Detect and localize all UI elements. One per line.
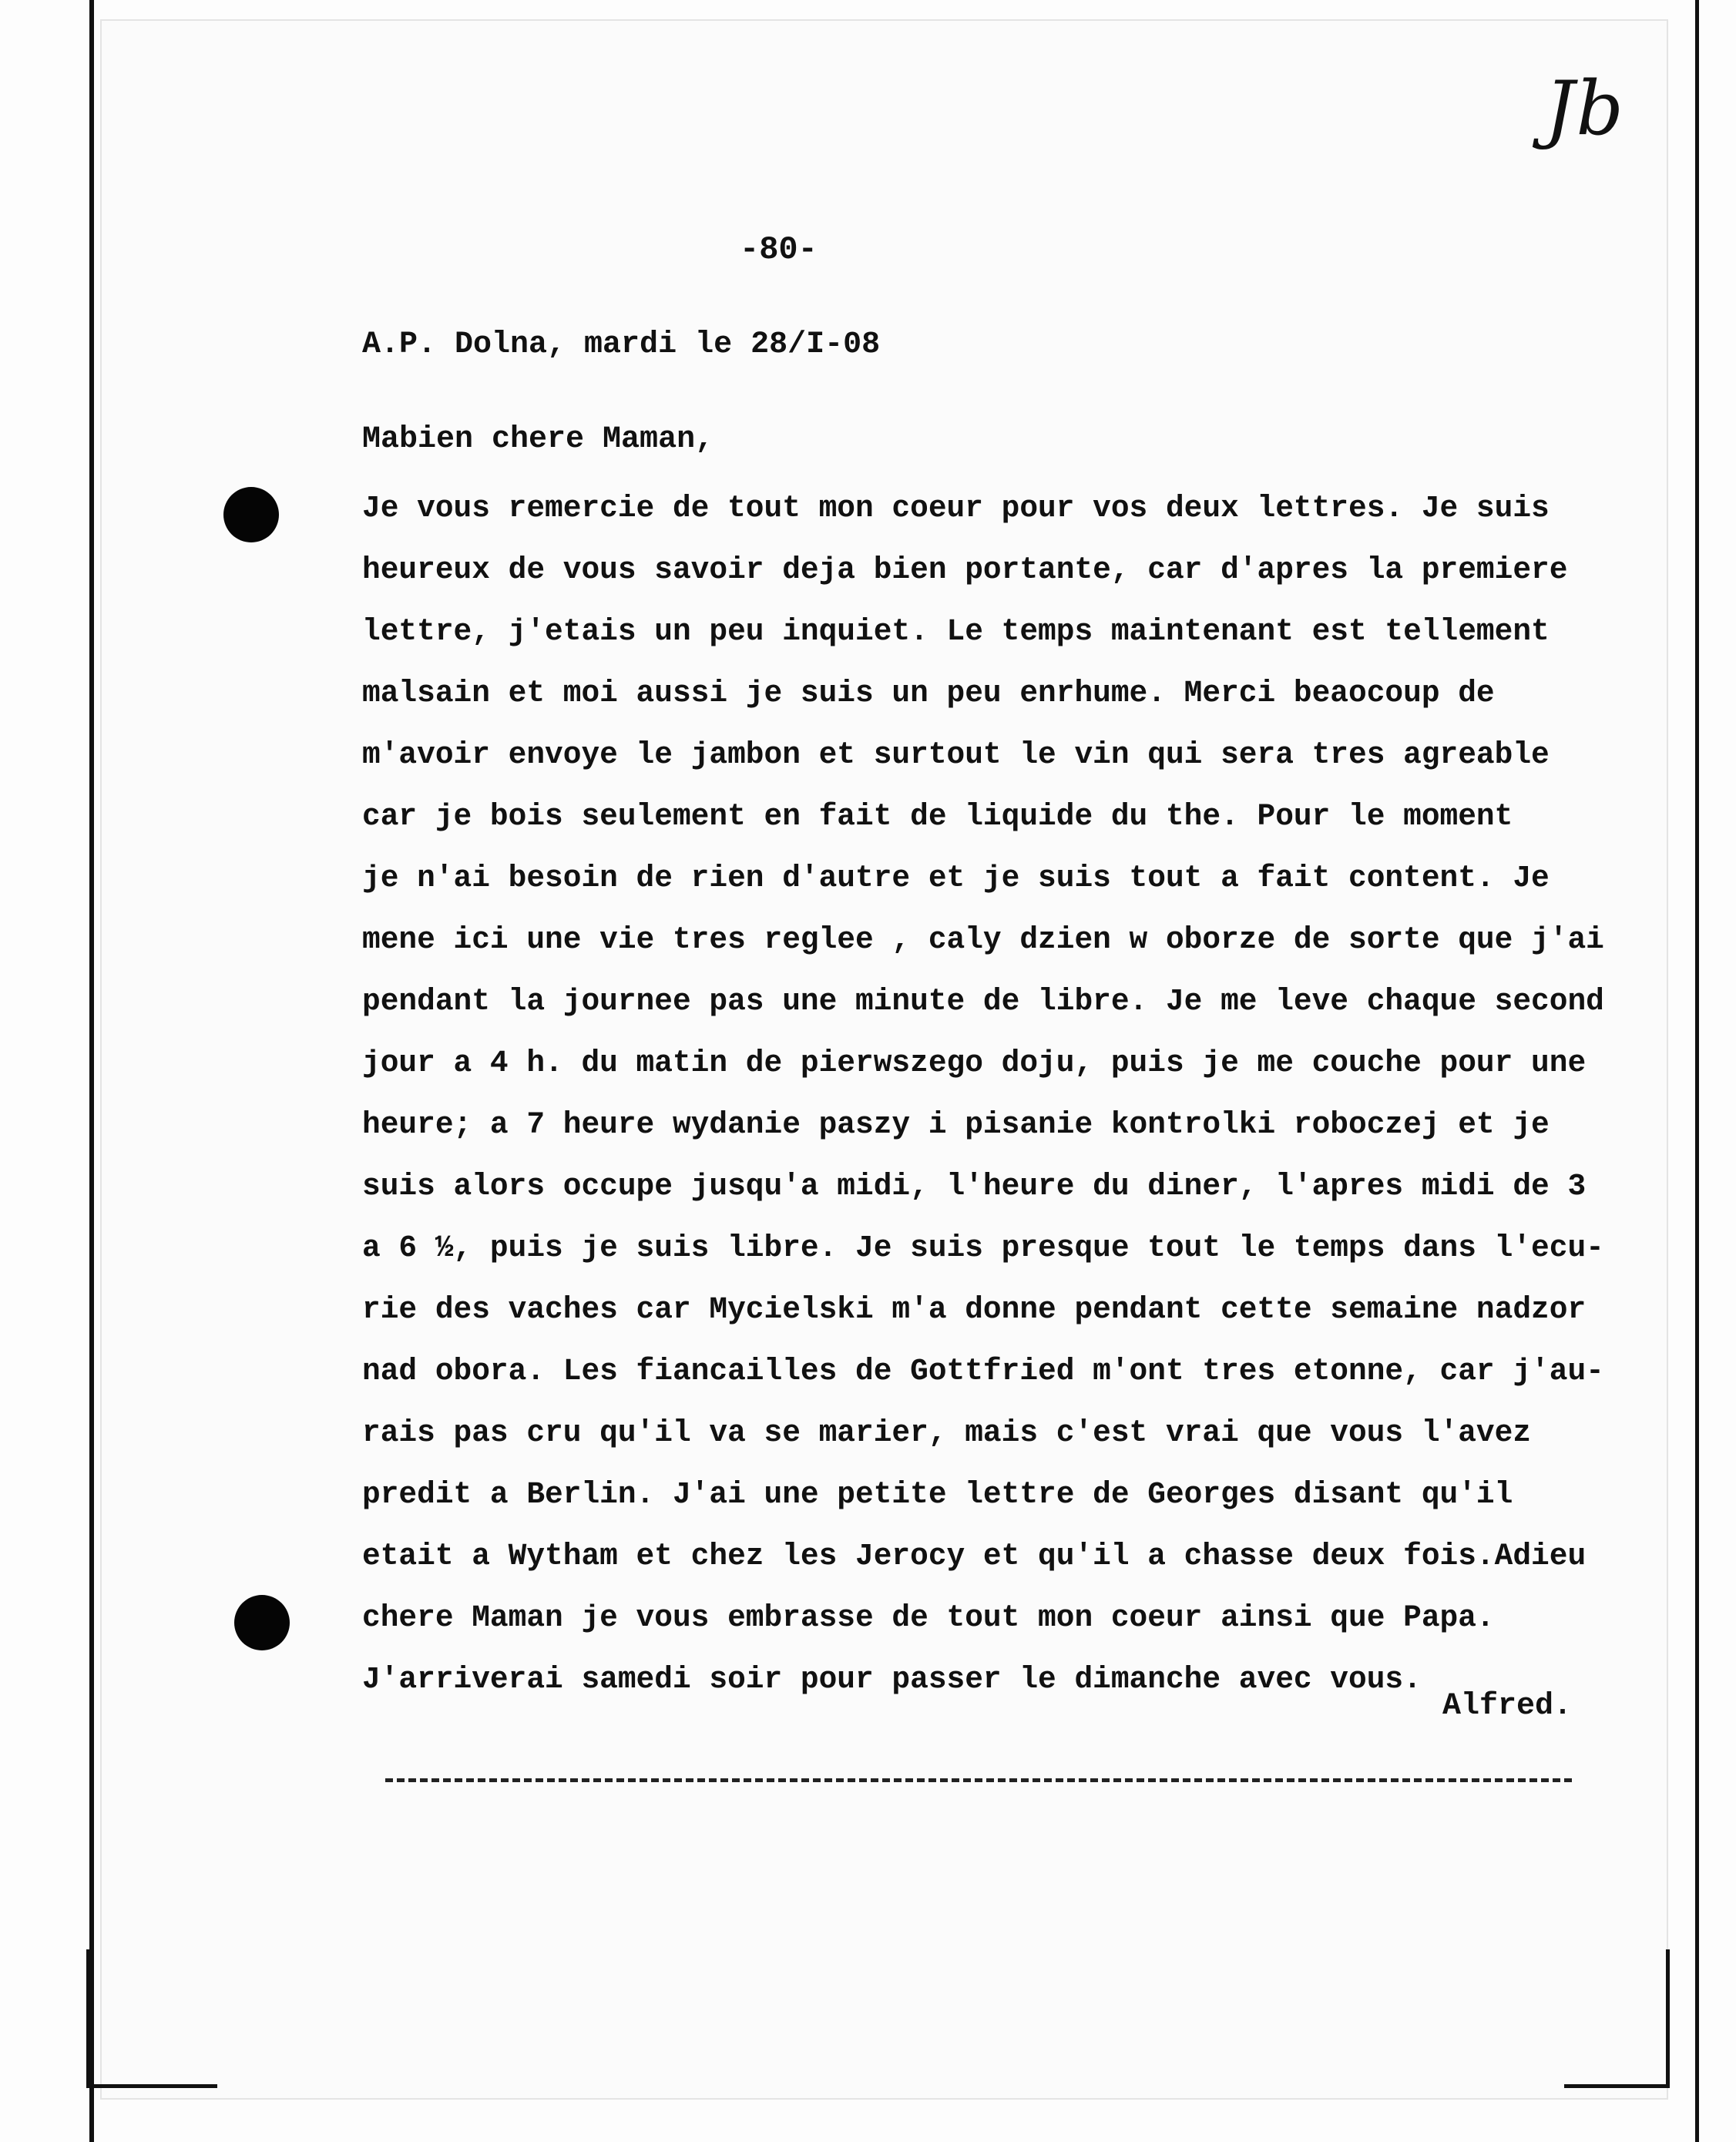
letter-body-line: car je bois seulement en fait de liquide du the. Pour le moment <box>362 799 1513 834</box>
place-date-line: A.P. Dolna, mardi le 28/I-08 <box>362 327 881 362</box>
punch-hole-bottom <box>234 1595 290 1650</box>
signature: Alfred. <box>1442 1689 1573 1724</box>
letter-body-line: rie des vaches car Mycielski m'a donne pendant cette semaine nadzor <box>362 1292 1587 1327</box>
right-scan-edge <box>1695 0 1699 2142</box>
letter-body <box>362 478 1634 1711</box>
letter-body-line: Je vous remercie de tout mon coeur pour vos deux lettres. Je suis <box>362 491 1550 525</box>
letter-body-line: heureux de vous savoir deja bien portante, car d'apres la premiere <box>362 552 1568 587</box>
letter-body-line: heure; a 7 heure wydanie paszy i pisanie kontrolki roboczej et je <box>362 1107 1550 1142</box>
letter-body-line: suis alors occupe jusqu'a midi, l'heure du diner, l'apres midi de 3 <box>362 1169 1587 1204</box>
letter-body-line: lettre, j'etais un peu inquiet. Le temps maintenant est tellement <box>362 614 1550 649</box>
letter-body-line: chere Maman je vous embrasse de tout mon coeur ainsi que Papa. <box>362 1600 1495 1635</box>
letter-body-line: mene ici une vie tres reglee , caly dzien w oborze de sorte que j'ai <box>362 922 1604 957</box>
page-number: -80- <box>740 231 818 268</box>
punch-hole-top <box>223 487 279 542</box>
letter-body-line: predit a Berlin. J'ai une petite lettre de Georges disant qu'il <box>362 1477 1513 1512</box>
top-left-scan-tick <box>89 0 94 35</box>
crop-mark-bottom-left-horizontal <box>86 2084 217 2088</box>
letter-body-line: etait a Wytham et chez les Jerocy et qu'il a chasse deux fois.Adieu <box>362 1539 1587 1573</box>
letter-body-line: jour a 4 h. du matin de pierwszego doju, puis je me couche pour une <box>362 1046 1587 1080</box>
letter-body-line: nad obora. Les fiancailles de Gottfried m'ont tres etonne, car j'au- <box>362 1354 1604 1388</box>
crop-mark-bottom-left-vertical <box>86 1949 90 2088</box>
letter-body-line: a 6 ½, puis je suis libre. Je suis presque tout le temps dans l'ecu- <box>362 1230 1604 1265</box>
crop-mark-bottom-right-horizontal <box>1564 2084 1668 2088</box>
letter-body-line: J'arriverai samedi soir pour passer le dimanche avec vous. <box>362 1662 1422 1697</box>
letter-body-line: pendant la journee pas une minute de libre. Je me leve chaque second <box>362 984 1604 1019</box>
dashed-separator-rule <box>385 1778 1572 1782</box>
letter-body-line: malsain et moi aussi je suis un peu enrhume. Merci beaocoup de <box>362 676 1495 710</box>
handwritten-folio-number: Jb <box>1545 65 1625 152</box>
letter-body-line: rais pas cru qu'il va se marier, mais c'est vrai que vous l'avez <box>362 1415 1532 1450</box>
salutation: Mabien chere Maman, <box>362 422 714 457</box>
letter-body-line: m'avoir envoye le jambon et surtout le vin qui sera tres agreable <box>362 737 1550 772</box>
left-scan-edge <box>89 0 94 2142</box>
crop-mark-bottom-right-vertical <box>1666 1949 1670 2088</box>
letter-body-line: je n'ai besoin de rien d'autre et je suis tout a fait content. Je <box>362 861 1550 895</box>
